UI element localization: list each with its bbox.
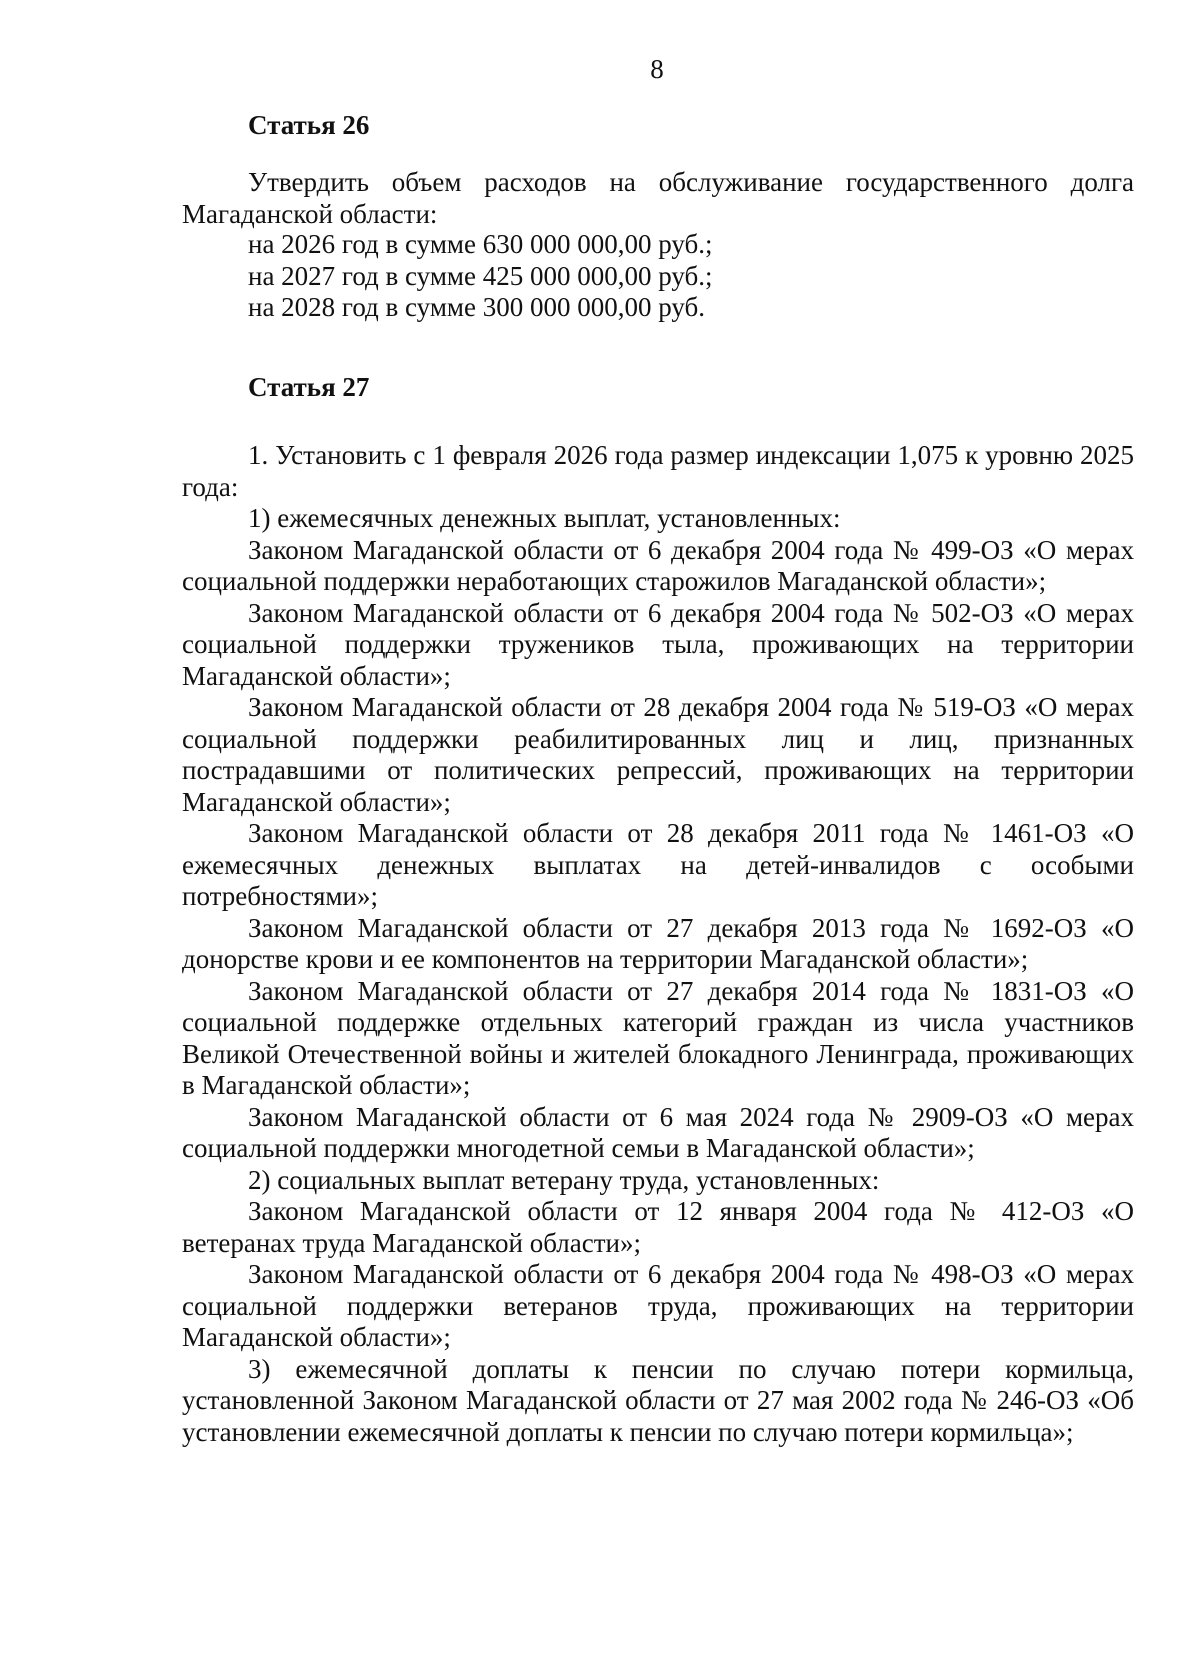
article-27-paragraph-1: 1. Установить с 1 февраля 2026 года размер индексации 1,075 к уровню 2025 года: <box>182 440 1134 502</box>
article-26-heading: Статья 26 <box>248 110 370 140</box>
article-27-body <box>182 440 1134 1448</box>
article-27-paragraph-12: Законом Магаданской области от 6 декабря 2004 года № 498-ОЗ «О мерах социальной поддержки ветеранов труда, проживающих на территории Магаданской области»; <box>182 1259 1134 1352</box>
article-27-paragraph-10: 2) социальных выплат ветерану труда, установленных: <box>248 1164 880 1195</box>
article-27-paragraph-5: Законом Магаданской области от 28 декабря 2004 года № 519-ОЗ «О мерах социальной поддержки реабилитированных лиц и лиц, признанных пострадавшими от политических репрессий, проживающих на территории Магаданской области»; <box>182 692 1134 817</box>
article-27-paragraph-2: 1) ежемесячных денежных выплат, установленных: <box>248 503 841 533</box>
article-26-intro: Утвердить объем расходов на обслуживание государственного долга Магаданской области: <box>182 167 1134 229</box>
article-27-paragraph-4: Законом Магаданской области от 6 декабря 2004 года № 502-ОЗ «О мерах социальной поддержки тружеников тыла, проживающих на территории Магаданской области»; <box>182 597 1134 691</box>
article-26-item-2028: на 2028 год в сумме 300 000 000,00 руб. <box>248 292 705 322</box>
article-27-paragraph-8: Законом Магаданской области от 27 декабря 2014 года № 1831-ОЗ «О социальной поддержке отдельных категорий граждан из числа участников Великой Отечественной войны и жителей блокадного Ленинграда, проживающих в Магаданской области»; <box>182 975 1134 1100</box>
article-26-item-2026: на 2026 год в сумме 630 000 000,00 руб.; <box>248 229 713 259</box>
article-26-items <box>182 229 1134 324</box>
article-27-heading: Статья 27 <box>248 372 370 402</box>
article-27-paragraph-6: Законом Магаданской области от 28 декабря 2011 года № 1461-ОЗ «О ежемесячных денежных выплатах на детей-инвалидов с особыми потребностями»; <box>182 818 1134 911</box>
article-27-paragraph-7: Законом Магаданской области от 27 декабря 2013 года № 1692-ОЗ «О донорстве крови и ее компонентов на территории Магаданской области»; <box>182 912 1134 974</box>
article-26-item-2027: на 2027 год в сумме 425 000 000,00 руб.; <box>248 260 713 291</box>
article-27-paragraph-11: Законом Магаданской области от 12 января 2004 года № 412-ОЗ «О ветеранах труда Магаданской области»; <box>182 1196 1134 1258</box>
article-27-paragraph-9: Законом Магаданской области от 6 мая 2024 года № 2909-ОЗ «О мерах социальной поддержки многодетной семьи в Магаданской области»; <box>182 1101 1134 1163</box>
article-27-paragraph-3: Законом Магаданской области от 6 декабря 2004 года № 499-ОЗ «О мерах социальной поддержки неработающих старожилов Магаданской области»; <box>182 534 1134 596</box>
article-27-paragraph-13: 3) ежемесячной доплаты к пенсии по случаю потери кормильца, установленной Законом Магаданской области от 27 мая 2002 года № 246-ОЗ «Об установлении ежемесячной доплаты к пенсии по случаю потери кормильца»; <box>182 1353 1134 1447</box>
page-number: 8 <box>650 54 664 84</box>
